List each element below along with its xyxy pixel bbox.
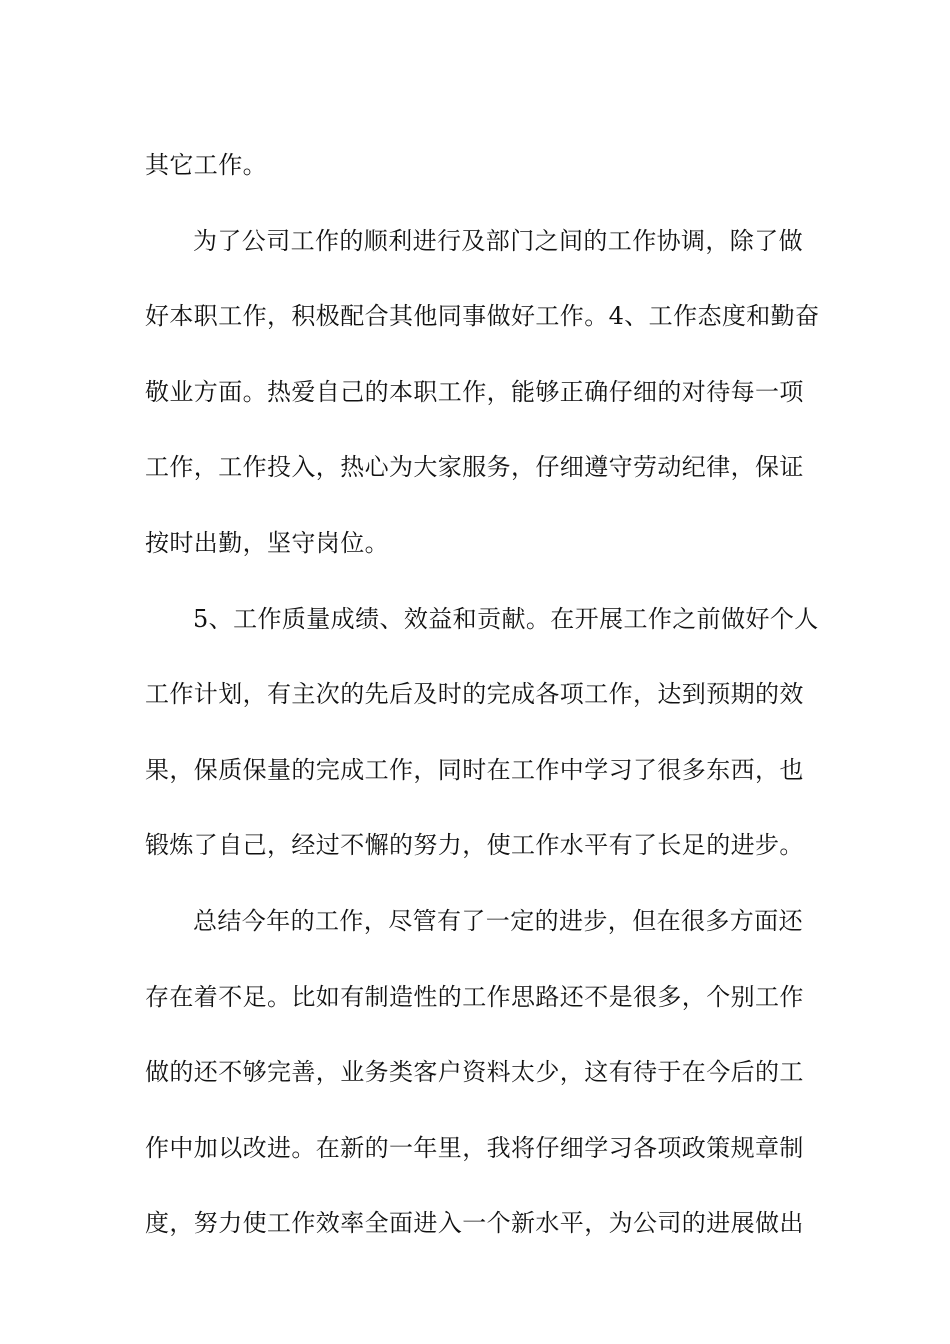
text-line: 为了公司工作的顺利进行及部门之间的工作协调，除了做	[193, 226, 803, 255]
text-line: 按时出勤，坚守岗位。	[145, 528, 389, 557]
text-line: 总结今年的工作，尽管有了一定的进步，但在很多方面还	[193, 906, 803, 935]
text-line: 好本职工作，积极配合其他同事做好工作。4、工作态度和勤奋	[145, 302, 820, 331]
text-line: 果，保质保量的完成工作，同时在工作中学习了很多东西，也	[145, 755, 804, 784]
text-line: 工作计划，有主次的先后及时的完成各项工作，达到预期的效	[145, 680, 804, 709]
text-line: 作中加以改进。在新的一年里，我将仔细学习各项政策规章制	[145, 1133, 804, 1162]
body-text	[145, 128, 820, 1262]
text-line: 做的还不够完善，业务类客户资料太少，这有待于在今后的工	[145, 1058, 804, 1087]
text-line: 存在着不足。比如有制造性的工作思路还不是很多，个别工作	[145, 982, 804, 1011]
text-line: 度，努力使工作效率全面进入一个新水平，为公司的进展做出	[145, 1209, 804, 1238]
text-line: 锻炼了自己，经过不懈的努力，使工作水平有了长足的进步。	[145, 831, 804, 860]
text-line: 其它工作。	[145, 151, 267, 179]
text-line: 敬业方面。热爱自己的本职工作，能够正确仔细的对待每一项	[145, 377, 804, 406]
text-line: 工作，工作投入，热心为大家服务，仔细遵守劳动纪律，保证	[145, 453, 804, 482]
text-line: 5、工作质量成绩、效益和贡献。在开展工作之前做好个人	[193, 604, 819, 633]
